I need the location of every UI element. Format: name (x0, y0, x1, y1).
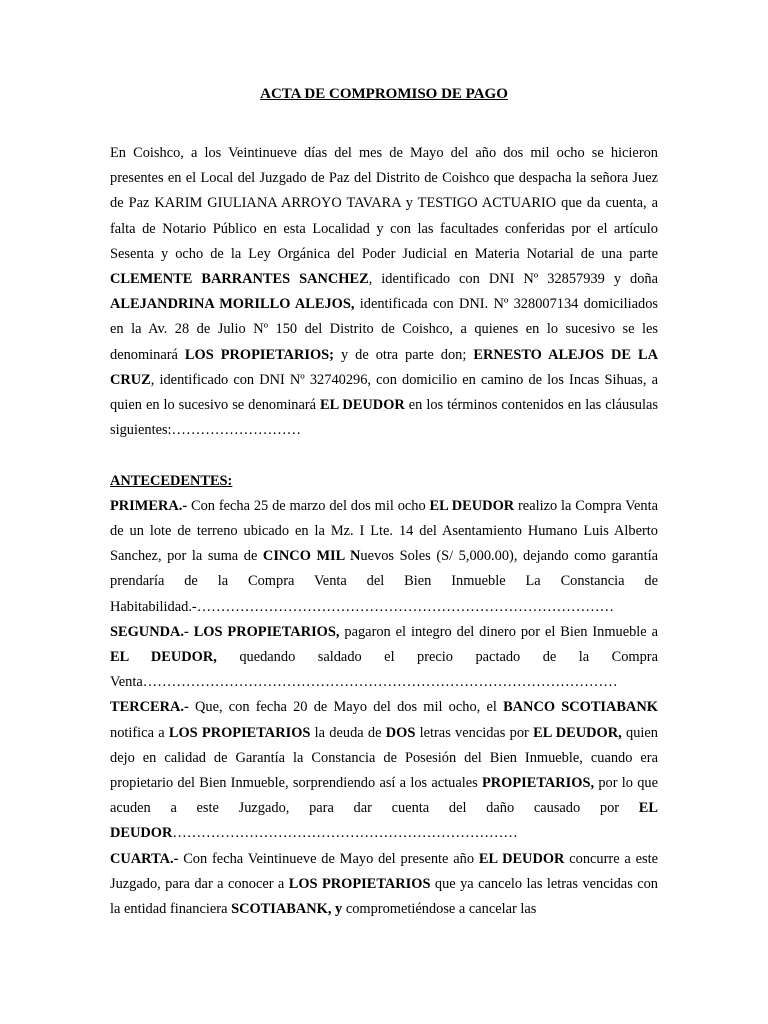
clause-bold: LOS PROPIETARIOS (168, 724, 311, 741)
party-ernesto: ERNESTO ALEJOS DE LA CRUZ (110, 346, 658, 388)
clause-label: PRIMERA.- (110, 497, 188, 514)
clause-text: realizo la Compra Venta de un lote de terreno ubicado en la Mz. I Lte. 14 del Asentamiento Humano Luis Alberto Sanchez, por la suma de (110, 497, 658, 565)
clause-label: TERCERA.- (110, 699, 189, 716)
clause-text: uevos Soles (S/ 5,000.00), dejando como garantía prendaría de la Compra Venta del Bien Inmueble La Constancia de Habitabilidad.-…………………………………………………………………………… (110, 548, 659, 615)
clause-cuarta (110, 847, 658, 923)
intro-text-5: , identificado con DNI Nº 32740296, con domicilio en camino de los Incas Sihuas, a quien en lo sucesivo se denominará (110, 371, 658, 414)
clause-text: quien dejo en calidad de Garantía la Constancia de Posesión del Bien Inmueble, cuando era propietario del Bien Inmueble, sorprendiendo así a los actuales (110, 724, 658, 792)
document-title: ACTA DE COMPROMISO DE PAGO (260, 86, 508, 102)
term-deudor: EL DEUDOR (320, 397, 405, 414)
intro-text-3: identificada con DNI. Nº 328007134 domiciliados en la Av. 28 de Julio Nº 150 del Distrito de Coishco, a quienes en lo sucesivo se les denominará (110, 296, 658, 363)
clause-text: Que, con fecha 20 de Mayo del dos mil ocho, el (188, 699, 504, 716)
clause-text: letras vencidas por (415, 724, 534, 741)
clause-text: Con fecha Veintinueve de Mayo del presente año (178, 850, 479, 867)
party-alejandrina: ALEJANDRINA MORILLO ALEJOS, (110, 296, 355, 313)
clause-text: ……………………………………………………………… (172, 825, 518, 842)
clause-text: Con fecha 25 de marzo del dos mil ocho (187, 497, 430, 514)
clause-primera (110, 494, 658, 620)
clause-segunda (110, 620, 658, 696)
clause-bold: EL DEUDOR (478, 850, 565, 867)
intro-text-4: y de otra parte don; (333, 346, 474, 363)
clause-text: pagaron el integro del dinero por el Bien Inmueble a (339, 623, 658, 640)
term-propietarios: LOS PROPIETARIOS; (184, 346, 334, 363)
clause-text: por lo que acuden a este Juzgado, para dar cuenta del daño causado por (110, 775, 658, 817)
clause-bold: PROPIETARIOS, (481, 775, 595, 792)
intro-text-2: , identificado con DNI Nº 32857939 y doña (368, 271, 658, 288)
clause-bold: LOS PROPIETARIOS (288, 875, 431, 892)
clause-text: notifica a (110, 724, 169, 741)
document-body (110, 141, 658, 922)
clause-bold: SCOTIABANK, y (231, 901, 343, 918)
clause-label: CUARTA.- (110, 850, 179, 867)
clause-label: SEGUNDA.- (110, 623, 189, 640)
clause-bold: EL DEUDOR (429, 497, 515, 514)
clause-tercera (110, 695, 658, 846)
clause-bold: CINCO MIL N (262, 548, 361, 565)
clause-text: concurre a este Juzgado, para dar a conocer a (110, 850, 658, 892)
clause-text: comprometiéndose a cancelar las (342, 901, 537, 918)
clause-bold: BANCO SCOTIABANK (503, 699, 658, 716)
clause-text: que ya cancelo las letras vencidas con la entidad financiera (110, 875, 658, 918)
clause-bold: LOS PROPIETARIOS, (193, 623, 340, 640)
clause-bold: EL DEUDOR, (533, 724, 622, 741)
spacer (110, 443, 658, 468)
clause-text: la deuda de (310, 724, 386, 741)
intro-text-6: en los términos contenidos en las cláusulas siguientes:……………………… (110, 397, 658, 439)
intro-text-1: En Coishco, a los Veintinueve días del mes de Mayo del año dos mil ocho se hicieron presentes en el Local del Juzgado de Paz del Distrito de Coishco que despacha la señora Juez de Paz KARIM GIULIANA ARROYO TAVARA y TESTIGO ACTUARIO que da cuenta, a falta de Notario Público en esta Localidad y con las facultades conferidas por el artículo Sesenta y ocho de la Ley Orgánica del Poder Judicial en Materia Notarial de una parte (110, 145, 658, 262)
clause-bold: DOS (385, 724, 416, 741)
clause-bold: EL DEUDOR, (110, 649, 217, 666)
antecedentes-heading: ANTECEDENTES: (110, 472, 233, 489)
clause-text: quedando saldado el precio pactado de la Compra Venta……………………………………………………………………………………… (110, 649, 658, 691)
party-clemente: CLEMENTE BARRANTES SANCHEZ (110, 271, 369, 288)
clause-bold: EL DEUDOR (110, 800, 658, 842)
intro-paragraph (110, 141, 658, 443)
